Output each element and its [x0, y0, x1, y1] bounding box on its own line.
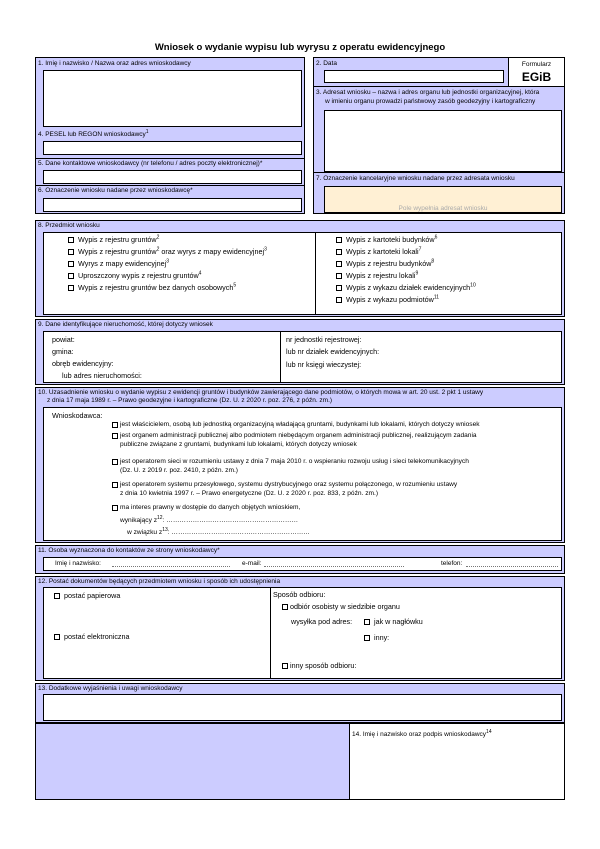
- section-13-label: 13. Dodatkowe wyjaśnienia i uwagi wnioskodawcy: [38, 685, 183, 692]
- nr-jednostki-label: nr jednostki rejestrowej:: [286, 335, 362, 344]
- checkbox-wypis-rejestru-gruntow[interactable]: [68, 237, 74, 243]
- checkbox-uproszczony-wypis[interactable]: [68, 273, 74, 279]
- contact-phone-label: telefon:: [441, 560, 463, 567]
- option-rejestru-budynkow: Wypis z rejestru budynków$^8$: [346, 258, 435, 268]
- contact-name-label: Imię i nazwisko:: [55, 560, 101, 567]
- checkbox-odbior-osobisty[interactable]: [282, 604, 288, 610]
- checkbox-rejestru-budynkow[interactable]: [336, 261, 342, 267]
- option-rejestru-lokali: Wypis z rejestru lokali$^9$: [346, 270, 419, 280]
- option-wyrys-mapy: Wyrys z mapy ewidencyjnej$^3$: [78, 258, 169, 268]
- nr-dzialek-label: lub nr działek ewidencyjnych:: [286, 347, 380, 356]
- contact-email-label: e-mail:: [242, 560, 262, 567]
- section-8-label: 8. Przedmiot wniosku: [38, 222, 100, 229]
- postac-papierowa-label: postać papierowa: [64, 591, 121, 600]
- option-wlasciciel: jest właścicielem, osobą lub jednostką organizacyjną władającą gruntami, budynkami lub lokalami, których dotyczy wniosek: [120, 421, 480, 428]
- checkbox-wypis-wyrys[interactable]: [68, 249, 74, 255]
- checkbox-wlasciciel[interactable]: [112, 422, 118, 428]
- section-12-label: 12. Postać dokumentów będących przedmiotem wniosku i sposób ich udostępnienia: [38, 578, 281, 585]
- option-organ-administracji-2: publiczne związane z gruntami, budynkami lub lokalami, których dotyczy wniosek: [120, 441, 357, 448]
- office-reference-placeholder: Pole wypełnia adresat wniosku: [398, 205, 488, 212]
- gmina-label: gmina:: [52, 347, 74, 356]
- form-label: Formularz: [521, 61, 552, 68]
- checkbox-rejestru-lokali[interactable]: [336, 273, 342, 279]
- checkbox-inny-sposob[interactable]: [282, 663, 288, 669]
- date-field[interactable]: [324, 70, 504, 83]
- option-kartoteki-lokali: Wypis z kartoteki lokali$^7$: [346, 246, 422, 256]
- odbior-osobisty-label: odbiór osobisty w siedzibie organu: [290, 602, 400, 611]
- contact-data-field[interactable]: [43, 170, 302, 184]
- w-zwiazku-z-line: w związku $z^{13}$: ………………………………………………………: [127, 526, 310, 536]
- checkbox-inny-adres[interactable]: [364, 635, 370, 641]
- pesel-regon-field[interactable]: [43, 141, 302, 155]
- checkbox-kartoteki-budynkow[interactable]: [336, 237, 342, 243]
- applicant-reference-field[interactable]: [43, 198, 302, 212]
- contact-phone-field[interactable]: [466, 566, 558, 567]
- section-9-label: 9. Dane identyfikujące nieruchomość, której dotyczy wniosek: [38, 321, 213, 328]
- option-wypis-bez-danych: Wypis z rejestru gruntów bez danych osobowych$^5$: [78, 282, 237, 292]
- section-6-label: 6. Oznaczenie wniosku nadane przez wnioskodawcę*: [38, 187, 193, 194]
- inny-sposob-label: inny sposób odbioru:: [290, 661, 357, 670]
- form-code: EGiB: [521, 70, 552, 84]
- section-4-label: 4. PESEL lub REGON wnioskodawcy$^1$: [38, 128, 149, 138]
- checkbox-postac-elektroniczna[interactable]: [54, 634, 60, 640]
- option-wypis-wyrys: Wypis z rejestru gruntów$^2$ oraz wyrys z mapy ewidencyjnej$^3$: [78, 246, 267, 256]
- checkbox-organ-administracji[interactable]: [112, 433, 118, 439]
- option-operator-systemu-2: z dnia 10 kwietnia 1997 r. – Prawo energetyczne (Dz. U. z 2020 r. poz. 833, z późn. zm.): [120, 490, 379, 497]
- section-3-label-line1: 3. Adresat wniosku – nazwa i adres organu lub jednostki organizacyjnej, która: [316, 89, 540, 96]
- addressee-field[interactable]: [324, 110, 562, 172]
- wnioskodawca-label: Wnioskodawca:: [52, 411, 103, 420]
- section-10-label-line1: 10. Uzasadnienie wniosku o wydanie wypisu z ewidencji gruntów i budynków zawierającego dane podmiotów, o których mowa w art. 20 ust. 2 pkt 1 ustawy: [38, 389, 484, 396]
- checkbox-operator-sieci[interactable]: [112, 459, 118, 465]
- adres-label: lub adres nieruchomości:: [62, 371, 142, 380]
- obreb-label: obręb ewidencyjny:: [52, 359, 114, 368]
- inny-adres-label: inny:: [374, 633, 390, 642]
- checkbox-wypis-bez-danych[interactable]: [68, 285, 74, 291]
- option-interes-prawny: ma interes prawny w dostępie do danych objętych wnioskiem,: [120, 504, 301, 511]
- checkbox-kartoteki-lokali[interactable]: [336, 249, 342, 255]
- form-title: Wniosek o wydanie wypisu lub wyrysu z operatu ewidencyjnego: [154, 42, 446, 53]
- sposob-odbioru-label: Sposób odbioru:: [273, 590, 326, 599]
- wysylka-label: wysyłka pod adres:: [291, 617, 353, 626]
- checkbox-interes-prawny[interactable]: [112, 505, 118, 511]
- option-wypis-rejestru-gruntow: Wypis z rejestru gruntów$^2$: [78, 234, 160, 244]
- section-1-label: 1. Imię i nazwisko / Nazwa oraz adres wnioskodawcy: [38, 60, 191, 67]
- option-uproszczony-wypis: Uproszczony wypis z rejestru gruntów$^4$: [78, 270, 202, 280]
- wynikajacy-z-line: wynikający $z^{12}$: ……………………………………………………: [120, 514, 299, 524]
- section-3-label-line2: w imieniu organu prowadzi państwowy zasób geodezyjny i kartograficzny: [325, 98, 536, 105]
- option-organ-administracji-1: jest organem administracji publicznej albo podmiotem niebędącym organem administracji publicznej, realizującym zadania: [120, 432, 477, 439]
- section-11-label: 11. Osoba wyznaczona do kontaktów ze strony wnioskodawcy*: [38, 547, 220, 554]
- checkbox-wyrys-mapy[interactable]: [68, 261, 74, 267]
- checkbox-operator-systemu[interactable]: [112, 482, 118, 488]
- contact-person-panel: [43, 557, 562, 571]
- jak-w-naglowku-label: jak w nagłówku: [374, 617, 423, 626]
- nr-ksiegi-label: lub nr księgi wieczystej:: [286, 360, 362, 369]
- option-operator-sieci-1: jest operatorem sieci w rozumieniu ustawy z dnia 7 maja 2010 r. o wspieraniu rozwoju usług i sieci telekomunikacyjnych: [120, 458, 469, 465]
- option-wykazu-podmiotow: Wypis z wykazu podmiotów$^{11}$: [346, 294, 440, 304]
- remarks-field[interactable]: [43, 694, 562, 721]
- contact-email-field[interactable]: [264, 566, 404, 567]
- checkbox-postac-papierowa[interactable]: [54, 593, 60, 599]
- section-2-label: 2. Data: [316, 60, 337, 67]
- applicant-name-address-field[interactable]: [43, 70, 302, 127]
- option-operator-sieci-2: (Dz. U. z 2019 r. poz. 2410, z późn. zm.): [120, 467, 239, 474]
- section-5-label: 5. Dane kontaktowe wnioskodawcy (nr telefonu / adres poczty elektronicznej)*: [38, 160, 263, 167]
- checkbox-wykazu-dzialek[interactable]: [336, 285, 342, 291]
- contact-name-field[interactable]: [112, 566, 230, 567]
- section-10-label-line2: z dnia 17 maja 1989 r. – Prawo geodezyjne i kartograficzne (Dz. U. z 2020 r. poz. 276, z późn. zm.): [47, 397, 333, 404]
- powiat-label: powiat:: [52, 335, 75, 344]
- checkbox-jak-w-naglowku[interactable]: [364, 619, 370, 625]
- option-kartoteki-budynkow: Wypis z kartoteki budynków$^6$: [346, 234, 438, 244]
- section-14-label: 14. Imię i nazwisko oraz podpis wnioskodawcy$^{14}$: [352, 728, 492, 738]
- option-operator-systemu-1: jest operatorem systemu przesyłowego, systemu dystrybucyjnego oraz systemu połączonego, w rozumieniu ustawy: [120, 481, 458, 488]
- section-7-label: 7. Oznaczenie kancelaryjne wniosku nadane przez adresata wniosku: [316, 175, 515, 182]
- postac-elektroniczna-label: postać elektroniczna: [64, 632, 130, 641]
- checkbox-wykazu-podmiotow[interactable]: [336, 297, 342, 303]
- option-wykazu-dzialek: Wypis z wykazu działek ewidencyjnych$^{10}$: [346, 282, 476, 292]
